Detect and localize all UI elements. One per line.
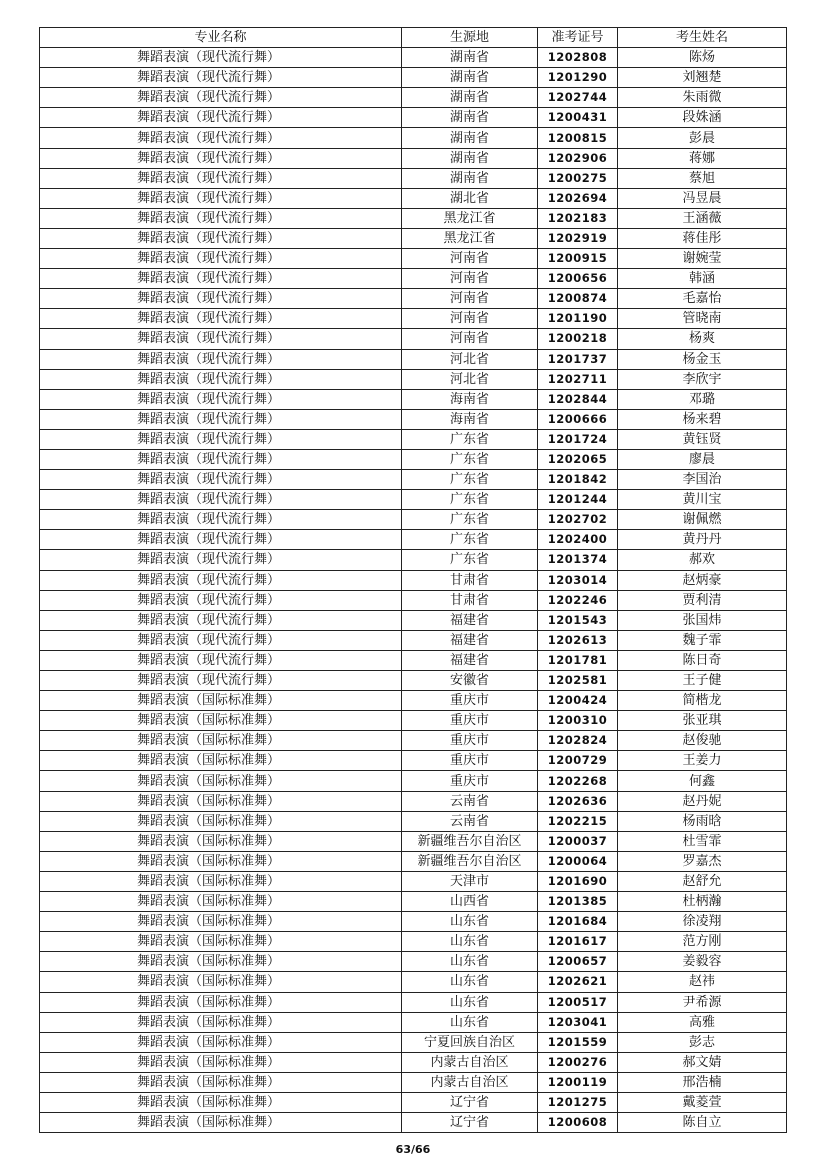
cell-ticket-number: 1200424 xyxy=(538,691,618,711)
cell-major: 舞蹈表演（现代流行舞） xyxy=(40,671,402,691)
cell-major: 舞蹈表演（国际标准舞） xyxy=(40,831,402,851)
cell-ticket-number: 1201290 xyxy=(538,68,618,88)
table-row xyxy=(40,490,787,510)
cell-student-name: 贾利清 xyxy=(618,590,787,610)
cell-origin: 河南省 xyxy=(402,249,538,269)
cell-origin: 湖北省 xyxy=(402,188,538,208)
table-row xyxy=(40,148,787,168)
cell-ticket-number: 1202694 xyxy=(538,188,618,208)
cell-major: 舞蹈表演（现代流行舞） xyxy=(40,369,402,389)
cell-ticket-number: 1202065 xyxy=(538,449,618,469)
cell-major: 舞蹈表演（现代流行舞） xyxy=(40,389,402,409)
table-row xyxy=(40,992,787,1012)
table-row xyxy=(40,48,787,68)
cell-student-name: 毛嘉怡 xyxy=(618,289,787,309)
cell-origin: 辽宁省 xyxy=(402,1092,538,1112)
cell-origin: 甘肃省 xyxy=(402,590,538,610)
cell-ticket-number: 1202702 xyxy=(538,510,618,530)
cell-student-name: 王姜力 xyxy=(618,751,787,771)
cell-major: 舞蹈表演（现代流行舞） xyxy=(40,510,402,530)
cell-student-name: 何鑫 xyxy=(618,771,787,791)
cell-student-name: 黄丹丹 xyxy=(618,530,787,550)
cell-major: 舞蹈表演（国际标准舞） xyxy=(40,791,402,811)
cell-ticket-number: 1202711 xyxy=(538,369,618,389)
cell-ticket-number: 1202400 xyxy=(538,530,618,550)
cell-major: 舞蹈表演（国际标准舞） xyxy=(40,871,402,891)
cell-origin: 重庆市 xyxy=(402,751,538,771)
cell-ticket-number: 1201842 xyxy=(538,470,618,490)
table-row xyxy=(40,88,787,108)
cell-student-name: 廖晨 xyxy=(618,449,787,469)
table-row xyxy=(40,389,787,409)
cell-ticket-number: 1200431 xyxy=(538,108,618,128)
cell-ticket-number: 1202824 xyxy=(538,731,618,751)
cell-student-name: 尹希源 xyxy=(618,992,787,1012)
cell-student-name: 赵祎 xyxy=(618,972,787,992)
cell-student-name: 徐凌翔 xyxy=(618,912,787,932)
table-row xyxy=(40,128,787,148)
cell-ticket-number: 1201684 xyxy=(538,912,618,932)
cell-major: 舞蹈表演（国际标准舞） xyxy=(40,771,402,791)
cell-origin: 山西省 xyxy=(402,892,538,912)
cell-origin: 湖南省 xyxy=(402,148,538,168)
cell-ticket-number: 1201781 xyxy=(538,650,618,670)
page-number: 63/66 xyxy=(395,1143,431,1156)
table-row xyxy=(40,68,787,88)
cell-student-name: 李欣宇 xyxy=(618,369,787,389)
cell-major: 舞蹈表演（国际标准舞） xyxy=(40,1032,402,1052)
table-row xyxy=(40,811,787,831)
cell-ticket-number: 1200657 xyxy=(538,952,618,972)
cell-major: 舞蹈表演（现代流行舞） xyxy=(40,530,402,550)
cell-student-name: 赵丹妮 xyxy=(618,791,787,811)
table-row xyxy=(40,349,787,369)
cell-origin: 湖南省 xyxy=(402,48,538,68)
cell-student-name: 管晓南 xyxy=(618,309,787,329)
cell-ticket-number: 1202808 xyxy=(538,48,618,68)
cell-major: 舞蹈表演（现代流行舞） xyxy=(40,289,402,309)
cell-student-name: 范方刚 xyxy=(618,932,787,952)
table-header-row xyxy=(40,28,787,48)
table-body xyxy=(40,48,787,1133)
cell-major: 舞蹈表演（国际标准舞） xyxy=(40,811,402,831)
cell-origin: 宁夏回族自治区 xyxy=(402,1032,538,1052)
table-row xyxy=(40,1113,787,1133)
table-row xyxy=(40,228,787,248)
cell-major: 舞蹈表演（现代流行舞） xyxy=(40,269,402,289)
cell-major: 舞蹈表演（国际标准舞） xyxy=(40,992,402,1012)
cell-major: 舞蹈表演（国际标准舞） xyxy=(40,1012,402,1032)
table-row xyxy=(40,630,787,650)
cell-origin: 重庆市 xyxy=(402,731,538,751)
table-row xyxy=(40,1012,787,1032)
cell-origin: 山东省 xyxy=(402,1012,538,1032)
cell-origin: 黑龙江省 xyxy=(402,228,538,248)
cell-origin: 安徽省 xyxy=(402,671,538,691)
cell-origin: 重庆市 xyxy=(402,711,538,731)
table-row xyxy=(40,932,787,952)
column-header-student-name: 考生姓名 xyxy=(618,28,787,48)
cell-major: 舞蹈表演（现代流行舞） xyxy=(40,550,402,570)
table-row xyxy=(40,952,787,972)
cell-student-name: 陈炀 xyxy=(618,48,787,68)
cell-origin: 湖南省 xyxy=(402,168,538,188)
cell-student-name: 冯昱晨 xyxy=(618,188,787,208)
cell-major: 舞蹈表演（现代流行舞） xyxy=(40,349,402,369)
cell-origin: 重庆市 xyxy=(402,691,538,711)
cell-ticket-number: 1202919 xyxy=(538,228,618,248)
cell-origin: 福建省 xyxy=(402,610,538,630)
cell-origin: 广东省 xyxy=(402,449,538,469)
cell-ticket-number: 1201385 xyxy=(538,892,618,912)
cell-origin: 河南省 xyxy=(402,289,538,309)
cell-major: 舞蹈表演（现代流行舞） xyxy=(40,68,402,88)
cell-ticket-number: 1201543 xyxy=(538,610,618,630)
table-row xyxy=(40,208,787,228)
table-row xyxy=(40,409,787,429)
cell-ticket-number: 1201724 xyxy=(538,429,618,449)
cell-major: 舞蹈表演（现代流行舞） xyxy=(40,168,402,188)
table-row xyxy=(40,510,787,530)
cell-major: 舞蹈表演（国际标准舞） xyxy=(40,1072,402,1092)
cell-major: 舞蹈表演（现代流行舞） xyxy=(40,108,402,128)
cell-major: 舞蹈表演（现代流行舞） xyxy=(40,470,402,490)
table-row xyxy=(40,671,787,691)
cell-ticket-number: 1200119 xyxy=(538,1072,618,1092)
table-row xyxy=(40,691,787,711)
cell-origin: 山东省 xyxy=(402,972,538,992)
cell-origin: 山东省 xyxy=(402,932,538,952)
cell-origin: 湖南省 xyxy=(402,88,538,108)
cell-major: 舞蹈表演（国际标准舞） xyxy=(40,1092,402,1112)
cell-student-name: 蒋佳彤 xyxy=(618,228,787,248)
cell-ticket-number: 1202246 xyxy=(538,590,618,610)
cell-origin: 河南省 xyxy=(402,269,538,289)
cell-major: 舞蹈表演（国际标准舞） xyxy=(40,691,402,711)
cell-major: 舞蹈表演（国际标准舞） xyxy=(40,731,402,751)
cell-origin: 湖南省 xyxy=(402,108,538,128)
table-row xyxy=(40,249,787,269)
table-row xyxy=(40,871,787,891)
column-header-ticket-number: 准考证号 xyxy=(538,28,618,48)
cell-student-name: 蒋娜 xyxy=(618,148,787,168)
cell-major: 舞蹈表演（现代流行舞） xyxy=(40,249,402,269)
table-row xyxy=(40,892,787,912)
cell-student-name: 陈自立 xyxy=(618,1113,787,1133)
cell-ticket-number: 1200815 xyxy=(538,128,618,148)
cell-ticket-number: 1202215 xyxy=(538,811,618,831)
cell-major: 舞蹈表演（现代流行舞） xyxy=(40,570,402,590)
cell-student-name: 简楷龙 xyxy=(618,691,787,711)
cell-origin: 广东省 xyxy=(402,550,538,570)
cell-student-name: 刘翘楚 xyxy=(618,68,787,88)
table-row xyxy=(40,731,787,751)
cell-student-name: 王涵薇 xyxy=(618,208,787,228)
cell-student-name: 张亚琪 xyxy=(618,711,787,731)
cell-ticket-number: 1201190 xyxy=(538,309,618,329)
cell-origin: 新疆维吾尔自治区 xyxy=(402,831,538,851)
cell-ticket-number: 1203041 xyxy=(538,1012,618,1032)
table-row xyxy=(40,1032,787,1052)
cell-origin: 山东省 xyxy=(402,952,538,972)
cell-origin: 福建省 xyxy=(402,630,538,650)
cell-major: 舞蹈表演（国际标准舞） xyxy=(40,1052,402,1072)
cell-origin: 河北省 xyxy=(402,349,538,369)
cell-origin: 黑龙江省 xyxy=(402,208,538,228)
cell-student-name: 张国炜 xyxy=(618,610,787,630)
cell-student-name: 彭晨 xyxy=(618,128,787,148)
table-row xyxy=(40,329,787,349)
cell-student-name: 魏子霏 xyxy=(618,630,787,650)
cell-origin: 重庆市 xyxy=(402,771,538,791)
cell-origin: 湖南省 xyxy=(402,68,538,88)
cell-origin: 海南省 xyxy=(402,409,538,429)
table-row xyxy=(40,570,787,590)
table-row xyxy=(40,550,787,570)
table-row xyxy=(40,590,787,610)
cell-major: 舞蹈表演（现代流行舞） xyxy=(40,128,402,148)
cell-origin: 新疆维吾尔自治区 xyxy=(402,851,538,871)
cell-ticket-number: 1201559 xyxy=(538,1032,618,1052)
cell-ticket-number: 1201617 xyxy=(538,932,618,952)
cell-ticket-number: 1200656 xyxy=(538,269,618,289)
cell-origin: 甘肃省 xyxy=(402,570,538,590)
cell-major: 舞蹈表演（国际标准舞） xyxy=(40,851,402,871)
cell-ticket-number: 1200218 xyxy=(538,329,618,349)
cell-student-name: 李国治 xyxy=(618,470,787,490)
cell-student-name: 彭志 xyxy=(618,1032,787,1052)
cell-major: 舞蹈表演（国际标准舞） xyxy=(40,932,402,952)
cell-student-name: 蔡旭 xyxy=(618,168,787,188)
cell-ticket-number: 1200729 xyxy=(538,751,618,771)
cell-origin: 海南省 xyxy=(402,389,538,409)
cell-ticket-number: 1202183 xyxy=(538,208,618,228)
cell-major: 舞蹈表演（国际标准舞） xyxy=(40,1113,402,1133)
table-row xyxy=(40,449,787,469)
table-row xyxy=(40,972,787,992)
cell-student-name: 杨来碧 xyxy=(618,409,787,429)
table-row xyxy=(40,269,787,289)
column-header-major: 专业名称 xyxy=(40,28,402,48)
cell-student-name: 谢婉莹 xyxy=(618,249,787,269)
table-row xyxy=(40,369,787,389)
cell-student-name: 黄钰贤 xyxy=(618,429,787,449)
cell-ticket-number: 1200517 xyxy=(538,992,618,1012)
cell-origin: 广东省 xyxy=(402,470,538,490)
cell-origin: 河南省 xyxy=(402,309,538,329)
table-row xyxy=(40,429,787,449)
table-row xyxy=(40,1092,787,1112)
cell-major: 舞蹈表演（国际标准舞） xyxy=(40,711,402,731)
cell-ticket-number: 1200064 xyxy=(538,851,618,871)
cell-student-name: 姜毅容 xyxy=(618,952,787,972)
cell-student-name: 谢佩燃 xyxy=(618,510,787,530)
cell-origin: 河南省 xyxy=(402,329,538,349)
cell-student-name: 杜雪霏 xyxy=(618,831,787,851)
cell-major: 舞蹈表演（现代流行舞） xyxy=(40,409,402,429)
cell-origin: 山东省 xyxy=(402,992,538,1012)
admission-list-table xyxy=(39,27,787,1133)
cell-ticket-number: 1203014 xyxy=(538,570,618,590)
cell-major: 舞蹈表演（现代流行舞） xyxy=(40,650,402,670)
cell-major: 舞蹈表演（现代流行舞） xyxy=(40,188,402,208)
table-row xyxy=(40,108,787,128)
cell-student-name: 杨金玉 xyxy=(618,349,787,369)
table-row xyxy=(40,771,787,791)
cell-student-name: 赵舒允 xyxy=(618,871,787,891)
cell-student-name: 韩涵 xyxy=(618,269,787,289)
cell-origin: 天津市 xyxy=(402,871,538,891)
cell-origin: 内蒙古自治区 xyxy=(402,1052,538,1072)
cell-student-name: 赵俊驰 xyxy=(618,731,787,751)
cell-student-name: 戴菱萱 xyxy=(618,1092,787,1112)
cell-ticket-number: 1202613 xyxy=(538,630,618,650)
cell-ticket-number: 1202636 xyxy=(538,791,618,811)
table-row xyxy=(40,711,787,731)
cell-ticket-number: 1201737 xyxy=(538,349,618,369)
cell-student-name: 高雅 xyxy=(618,1012,787,1032)
roster-page xyxy=(39,27,786,1133)
cell-origin: 广东省 xyxy=(402,429,538,449)
cell-major: 舞蹈表演（现代流行舞） xyxy=(40,490,402,510)
table-row xyxy=(40,289,787,309)
cell-student-name: 杨雨晗 xyxy=(618,811,787,831)
cell-major: 舞蹈表演（国际标准舞） xyxy=(40,972,402,992)
cell-origin: 山东省 xyxy=(402,912,538,932)
cell-student-name: 罗嘉杰 xyxy=(618,851,787,871)
cell-ticket-number: 1202844 xyxy=(538,389,618,409)
cell-origin: 辽宁省 xyxy=(402,1113,538,1133)
cell-ticket-number: 1202906 xyxy=(538,148,618,168)
cell-student-name: 朱雨微 xyxy=(618,88,787,108)
cell-major: 舞蹈表演（现代流行舞） xyxy=(40,48,402,68)
cell-major: 舞蹈表演（现代流行舞） xyxy=(40,449,402,469)
table-row xyxy=(40,168,787,188)
cell-student-name: 邓璐 xyxy=(618,389,787,409)
cell-ticket-number: 1200037 xyxy=(538,831,618,851)
cell-major: 舞蹈表演（现代流行舞） xyxy=(40,329,402,349)
cell-origin: 广东省 xyxy=(402,530,538,550)
cell-student-name: 杜柄瀚 xyxy=(618,892,787,912)
cell-origin: 内蒙古自治区 xyxy=(402,1072,538,1092)
cell-ticket-number: 1200275 xyxy=(538,168,618,188)
cell-major: 舞蹈表演（国际标准舞） xyxy=(40,892,402,912)
cell-major: 舞蹈表演（现代流行舞） xyxy=(40,630,402,650)
cell-major: 舞蹈表演（现代流行舞） xyxy=(40,228,402,248)
cell-major: 舞蹈表演（现代流行舞） xyxy=(40,208,402,228)
cell-major: 舞蹈表演（现代流行舞） xyxy=(40,88,402,108)
table-row xyxy=(40,1072,787,1092)
table-row xyxy=(40,610,787,630)
cell-ticket-number: 1202744 xyxy=(538,88,618,108)
table-row xyxy=(40,530,787,550)
table-row xyxy=(40,470,787,490)
table-row xyxy=(40,791,787,811)
cell-student-name: 段姝涵 xyxy=(618,108,787,128)
cell-ticket-number: 1200310 xyxy=(538,711,618,731)
cell-major: 舞蹈表演（国际标准舞） xyxy=(40,952,402,972)
cell-ticket-number: 1201690 xyxy=(538,871,618,891)
cell-student-name: 黄川宝 xyxy=(618,490,787,510)
cell-major: 舞蹈表演（现代流行舞） xyxy=(40,590,402,610)
cell-origin: 河北省 xyxy=(402,369,538,389)
cell-student-name: 陈日奇 xyxy=(618,650,787,670)
cell-ticket-number: 1200608 xyxy=(538,1113,618,1133)
cell-ticket-number: 1200276 xyxy=(538,1052,618,1072)
table-row xyxy=(40,851,787,871)
cell-origin: 云南省 xyxy=(402,811,538,831)
cell-student-name: 邢浩楠 xyxy=(618,1072,787,1092)
cell-major: 舞蹈表演（现代流行舞） xyxy=(40,610,402,630)
column-header-origin: 生源地 xyxy=(402,28,538,48)
cell-student-name: 郝欢 xyxy=(618,550,787,570)
cell-ticket-number: 1202581 xyxy=(538,671,618,691)
table-row xyxy=(40,831,787,851)
cell-student-name: 杨爽 xyxy=(618,329,787,349)
cell-ticket-number: 1200874 xyxy=(538,289,618,309)
cell-major: 舞蹈表演（现代流行舞） xyxy=(40,429,402,449)
table-row xyxy=(40,912,787,932)
cell-ticket-number: 1201374 xyxy=(538,550,618,570)
cell-origin: 广东省 xyxy=(402,510,538,530)
cell-ticket-number: 1200666 xyxy=(538,409,618,429)
cell-student-name: 王子健 xyxy=(618,671,787,691)
cell-student-name: 郝文婧 xyxy=(618,1052,787,1072)
cell-origin: 福建省 xyxy=(402,650,538,670)
cell-origin: 云南省 xyxy=(402,791,538,811)
cell-ticket-number: 1201275 xyxy=(538,1092,618,1112)
cell-major: 舞蹈表演（现代流行舞） xyxy=(40,309,402,329)
cell-major: 舞蹈表演（国际标准舞） xyxy=(40,912,402,932)
cell-origin: 广东省 xyxy=(402,490,538,510)
table-row xyxy=(40,309,787,329)
table-row xyxy=(40,188,787,208)
cell-ticket-number: 1200915 xyxy=(538,249,618,269)
cell-ticket-number: 1201244 xyxy=(538,490,618,510)
cell-student-name: 赵炳豪 xyxy=(618,570,787,590)
cell-major: 舞蹈表演（国际标准舞） xyxy=(40,751,402,771)
cell-major: 舞蹈表演（现代流行舞） xyxy=(40,148,402,168)
cell-ticket-number: 1202621 xyxy=(538,972,618,992)
cell-origin: 湖南省 xyxy=(402,128,538,148)
table-row xyxy=(40,751,787,771)
table-row xyxy=(40,650,787,670)
cell-ticket-number: 1202268 xyxy=(538,771,618,791)
table-row xyxy=(40,1052,787,1072)
